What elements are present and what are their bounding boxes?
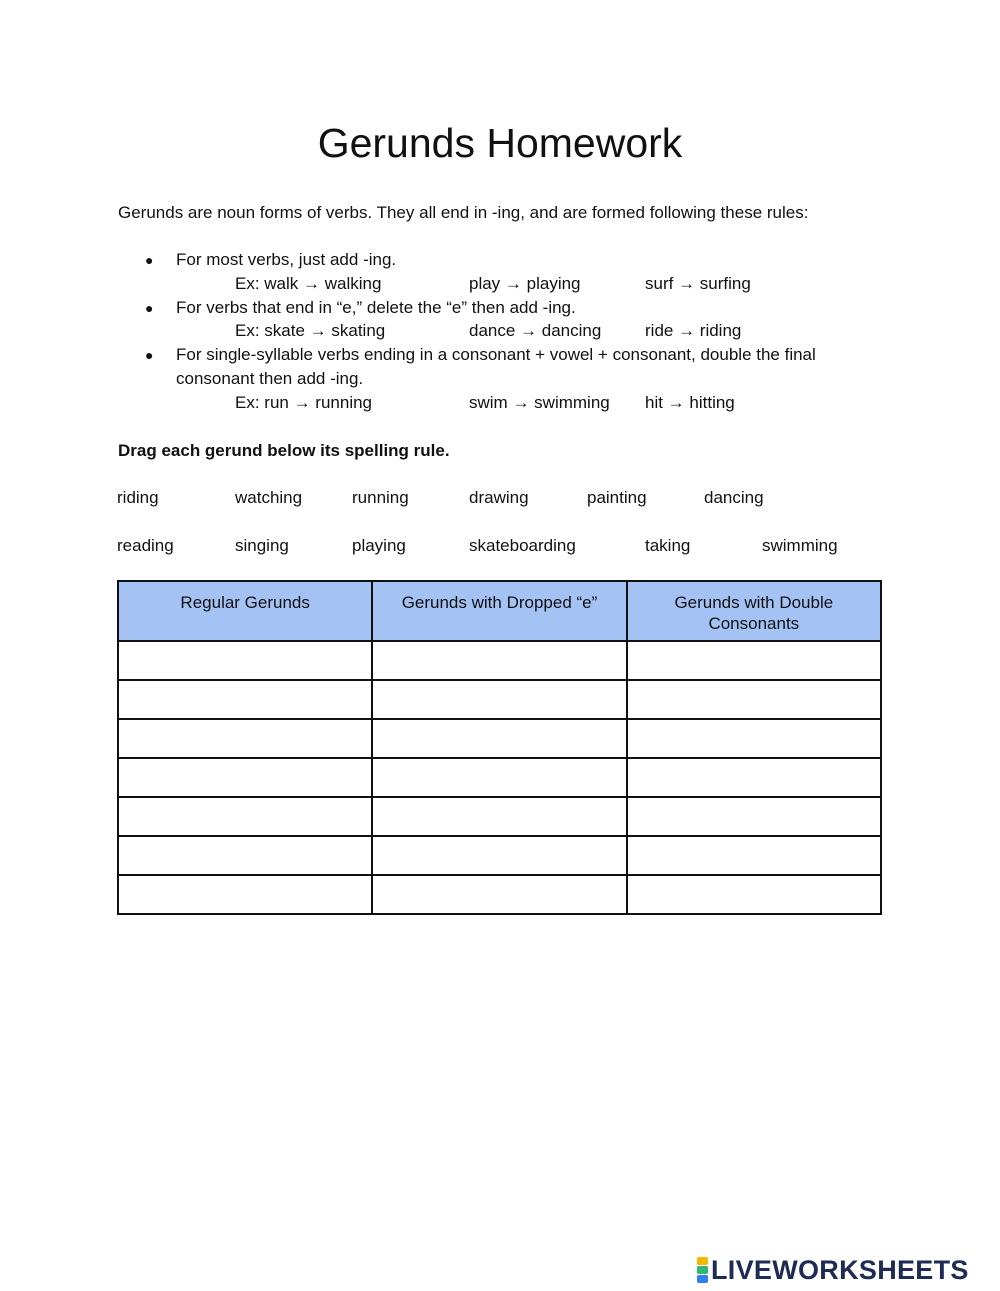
drop-cell-double-consonant[interactable] xyxy=(627,836,881,875)
drop-cell-regular[interactable] xyxy=(118,680,372,719)
drop-cell-regular[interactable] xyxy=(118,641,372,680)
rule-3-example-1: Ex: run → running xyxy=(235,393,373,412)
logo-text: LIVEWORKSHEETS xyxy=(711,1254,969,1285)
table-row xyxy=(118,797,881,836)
rule-3-text-line-1: For single-syllable verbs ending in a consonant + vowel + consonant, double the final xyxy=(176,345,816,364)
intro-text: Gerunds are noun forms of verbs. They all end in -ing, and are formed following these rules: xyxy=(118,203,809,222)
drop-cell-double-consonant[interactable] xyxy=(627,641,881,680)
drop-cell-dropped-e[interactable] xyxy=(372,680,626,719)
table-row xyxy=(118,680,881,719)
rule-2-text: For verbs that end in “e,” delete the “e” then add -ing. xyxy=(176,298,576,317)
logo-mark-block-v xyxy=(697,1275,708,1283)
rule-2-example-3: ride → riding xyxy=(645,321,742,340)
rule-1-example-3: surf → surfing xyxy=(645,274,751,293)
word-painting[interactable]: painting xyxy=(587,488,647,507)
drop-cell-double-consonant[interactable] xyxy=(627,719,881,758)
drop-cell-regular[interactable] xyxy=(118,719,372,758)
table-header-row xyxy=(118,581,881,641)
drop-cell-dropped-e[interactable] xyxy=(372,719,626,758)
word-riding[interactable]: riding xyxy=(117,488,159,507)
drop-cell-regular[interactable] xyxy=(118,758,372,797)
logo-mark-block-l xyxy=(697,1257,708,1265)
rule-3-example-2: swim → swimming xyxy=(469,393,610,412)
page-title: Gerunds Homework xyxy=(317,120,683,166)
word-reading[interactable]: reading xyxy=(117,536,174,555)
word-watching[interactable]: watching xyxy=(235,488,303,507)
table-row xyxy=(118,641,881,680)
drop-cell-regular[interactable] xyxy=(118,836,372,875)
drop-cell-double-consonant[interactable] xyxy=(627,797,881,836)
header-dropped-e-gerunds: Gerunds with Dropped “e” xyxy=(372,581,626,641)
drop-cell-double-consonant[interactable] xyxy=(627,680,881,719)
drop-cell-dropped-e[interactable] xyxy=(372,641,626,680)
rule-2-example-1: Ex: skate → skating xyxy=(235,321,386,340)
word-skateboarding[interactable]: skateboarding xyxy=(469,536,576,555)
rule-2-example-2: dance → dancing xyxy=(469,321,602,340)
word-swimming[interactable]: swimming xyxy=(762,536,838,555)
rule-2-bullet: ● xyxy=(145,300,154,316)
header-regular-gerunds: Regular Gerunds xyxy=(118,581,372,641)
rule-1-bullet: ● xyxy=(145,252,154,268)
rule-3-bullet: ● xyxy=(145,347,154,363)
word-playing[interactable]: playing xyxy=(352,536,406,555)
drop-cell-dropped-e[interactable] xyxy=(372,875,626,914)
instruction-text: Drag each gerund below its spelling rule. xyxy=(118,441,450,460)
rule-3-example-3: hit → hitting xyxy=(645,393,735,412)
header-double-consonant-gerunds: Gerunds with Double Consonants xyxy=(627,581,881,641)
table-row xyxy=(118,875,881,914)
table-row xyxy=(118,836,881,875)
drop-cell-dropped-e[interactable] xyxy=(372,797,626,836)
rule-3-text-line-2: consonant then add -ing. xyxy=(176,369,364,388)
rule-1-example-1: Ex: walk → walking xyxy=(235,274,382,293)
gerund-sort-table xyxy=(117,580,882,915)
drop-cell-dropped-e[interactable] xyxy=(372,836,626,875)
word-dancing[interactable]: dancing xyxy=(704,488,764,507)
rule-1-text: For most verbs, just add -ing. xyxy=(176,250,397,269)
drop-cell-regular[interactable] xyxy=(118,797,372,836)
rule-1-example-2: play → playing xyxy=(469,274,581,293)
drop-cell-double-consonant[interactable] xyxy=(627,875,881,914)
drop-cell-regular[interactable] xyxy=(118,875,372,914)
word-singing[interactable]: singing xyxy=(235,536,289,555)
logo-mark-block-i xyxy=(697,1266,708,1274)
drop-cell-dropped-e[interactable] xyxy=(372,758,626,797)
table-row xyxy=(118,719,881,758)
word-taking[interactable]: taking xyxy=(645,536,691,555)
logo-mark-icon xyxy=(697,1257,708,1283)
liveworksheets-logo xyxy=(697,1254,969,1286)
word-running[interactable]: running xyxy=(352,488,409,507)
table-row xyxy=(118,758,881,797)
word-drawing[interactable]: drawing xyxy=(469,488,529,507)
drop-cell-double-consonant[interactable] xyxy=(627,758,881,797)
